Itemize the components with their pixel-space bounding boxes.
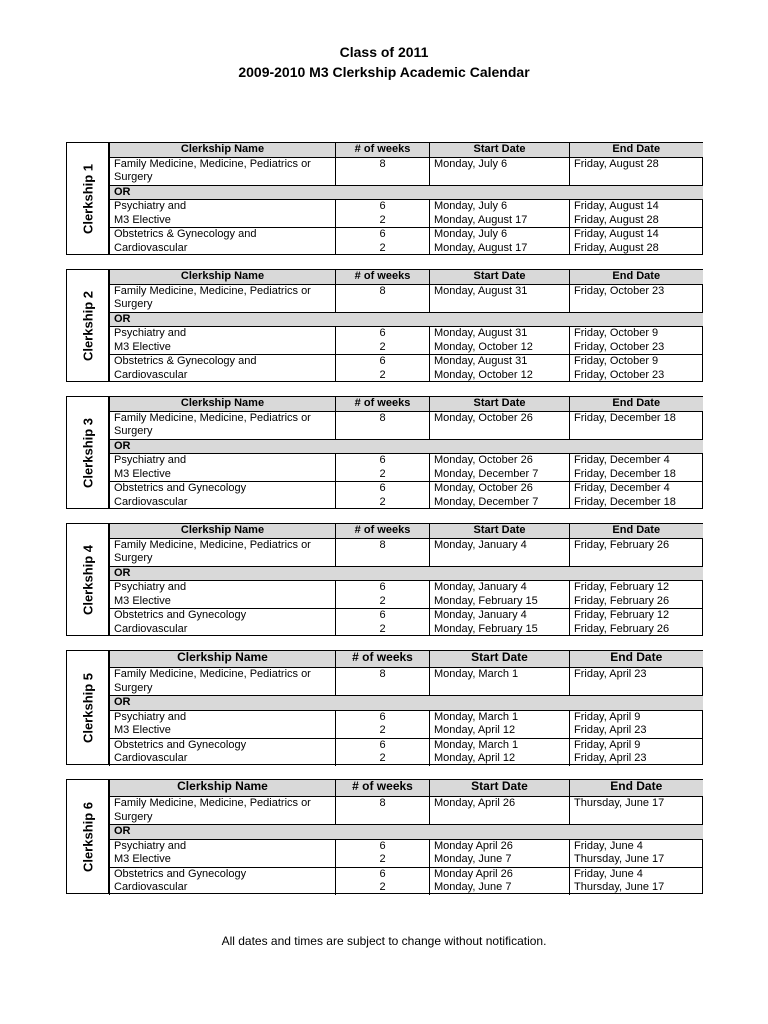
col-header-name: Clerkship Name	[110, 397, 336, 411]
weeks-cell: 6 2	[336, 200, 430, 228]
table-row	[110, 228, 703, 256]
or-row	[110, 825, 703, 840]
col-header-end: End Date	[570, 780, 703, 797]
clerkship-name-cell: Family Medicine, Medicine, Pediatrics or Surgery	[110, 668, 336, 696]
table-row	[110, 668, 703, 696]
clerkship-side-label	[67, 270, 109, 381]
clerkship-side-label	[67, 524, 109, 635]
weeks-cell: 8	[336, 797, 430, 825]
table-row	[110, 200, 703, 228]
clerkship-name-cell: Family Medicine, Medicine, Pediatrics or Surgery	[110, 411, 336, 439]
clerkship-name-cell: Obstetrics & Gynecology and Cardiovascular	[110, 228, 336, 256]
clerkship-block	[66, 396, 703, 509]
clerkship-table	[109, 143, 703, 255]
weeks-cell: 8	[336, 668, 430, 696]
start-date-cell: Monday, August 31 Monday, October 12	[430, 327, 570, 355]
table-row	[110, 867, 703, 895]
weeks-cell: 6 2	[336, 609, 430, 637]
col-header-start: Start Date	[430, 524, 570, 538]
clerkship-block	[66, 523, 703, 636]
weeks-cell: 6 2	[336, 454, 430, 482]
end-date-cell: Thursday, June 17	[570, 797, 703, 825]
weeks-cell: 6 2	[336, 867, 430, 895]
end-date-cell: Friday, August 14 Friday, August 28	[570, 228, 703, 256]
clerkship-label: Clerkship 4	[80, 544, 95, 615]
start-date-cell: Monday, March 1 Monday, April 12	[430, 710, 570, 738]
end-date-cell: Friday, December 18	[570, 411, 703, 439]
or-label: OR	[110, 825, 703, 840]
end-date-cell: Friday, February 12 Friday, February 26	[570, 581, 703, 609]
start-date-cell: Monday, March 1	[430, 668, 570, 696]
col-header-start: Start Date	[430, 270, 570, 284]
col-header-weeks: # of weeks	[336, 780, 430, 797]
clerkship-name-cell: Obstetrics and Gynecology Cardiovascular	[110, 482, 336, 510]
col-header-weeks: # of weeks	[336, 143, 430, 157]
clerkship-label: Clerkship 3	[80, 417, 95, 488]
weeks-cell: 6 2	[336, 581, 430, 609]
col-header-weeks: # of weeks	[336, 397, 430, 411]
col-header-start: Start Date	[430, 397, 570, 411]
end-date-cell: Friday, October 9 Friday, October 23	[570, 355, 703, 383]
clerkship-name-cell: Family Medicine, Medicine, Pediatrics or Surgery	[110, 284, 336, 312]
start-date-cell: Monday, January 4 Monday, February 15	[430, 581, 570, 609]
start-date-cell: Monday, October 26 Monday, December 7	[430, 454, 570, 482]
start-date-cell: Monday, January 4 Monday, February 15	[430, 609, 570, 637]
weeks-cell: 8	[336, 538, 430, 566]
or-label: OR	[110, 185, 703, 200]
weeks-cell: 8	[336, 284, 430, 312]
weeks-cell: 6 2	[336, 482, 430, 510]
table-row	[110, 738, 703, 766]
start-date-cell: Monday, October 26 Monday, December 7	[430, 482, 570, 510]
clerkship-label: Clerkship 6	[80, 801, 95, 872]
or-row	[110, 566, 703, 581]
clerkship-block	[66, 650, 703, 765]
header-row	[110, 780, 703, 797]
clerkship-table	[109, 524, 703, 636]
start-date-cell: Monday, July 6	[430, 157, 570, 185]
clerkship-name-cell: Obstetrics & Gynecology and Cardiovascular	[110, 355, 336, 383]
clerkship-name-cell: Psychiatry and M3 Elective	[110, 327, 336, 355]
clerkship-block	[66, 779, 703, 894]
header-row	[110, 524, 703, 538]
col-header-name: Clerkship Name	[110, 270, 336, 284]
or-row	[110, 696, 703, 711]
clerkship-table	[109, 270, 703, 382]
table-row	[110, 538, 703, 566]
col-header-start: Start Date	[430, 780, 570, 797]
end-date-cell: Friday, December 4 Friday, December 18	[570, 454, 703, 482]
weeks-cell: 6 2	[336, 327, 430, 355]
clerkship-name-cell: Psychiatry and M3 Elective	[110, 200, 336, 228]
col-header-end: End Date	[570, 270, 703, 284]
col-header-end: End Date	[570, 143, 703, 157]
table-row	[110, 839, 703, 867]
col-header-weeks: # of weeks	[336, 651, 430, 668]
end-date-cell: Friday, August 14 Friday, August 28	[570, 200, 703, 228]
table-row	[110, 482, 703, 510]
or-label: OR	[110, 312, 703, 327]
clerkship-table	[109, 651, 703, 766]
clerkship-block	[66, 269, 703, 382]
weeks-cell: 6 2	[336, 355, 430, 383]
weeks-cell: 8	[336, 157, 430, 185]
header-row	[110, 651, 703, 668]
or-label: OR	[110, 696, 703, 711]
col-header-name: Clerkship Name	[110, 780, 336, 797]
start-date-cell: Monday, January 4	[430, 538, 570, 566]
table-row	[110, 581, 703, 609]
start-date-cell: Monday, August 31 Monday, October 12	[430, 355, 570, 383]
end-date-cell: Friday, April 23	[570, 668, 703, 696]
weeks-cell: 6 2	[336, 738, 430, 766]
or-row	[110, 185, 703, 200]
clerkship-name-cell: Psychiatry and M3 Elective	[110, 710, 336, 738]
start-date-cell: Monday, October 26	[430, 411, 570, 439]
end-date-cell: Friday, October 9 Friday, October 23	[570, 327, 703, 355]
clerkship-side-label	[67, 780, 109, 893]
table-row	[110, 327, 703, 355]
clerkship-name-cell: Family Medicine, Medicine, Pediatrics or Surgery	[110, 157, 336, 185]
weeks-cell: 6 2	[336, 228, 430, 256]
header-row	[110, 270, 703, 284]
col-header-name: Clerkship Name	[110, 524, 336, 538]
col-header-name: Clerkship Name	[110, 651, 336, 668]
clerkship-label: Clerkship 2	[80, 290, 95, 361]
table-row	[110, 411, 703, 439]
table-row	[110, 710, 703, 738]
clerkship-name-cell: Psychiatry and M3 Elective	[110, 581, 336, 609]
clerkship-name-cell: Psychiatry and M3 Elective	[110, 839, 336, 867]
col-header-end: End Date	[570, 524, 703, 538]
start-date-cell: Monday, July 6 Monday, August 17	[430, 228, 570, 256]
start-date-cell: Monday April 26 Monday, June 7	[430, 839, 570, 867]
end-date-cell: Friday, April 9 Friday, April 23	[570, 738, 703, 766]
end-date-cell: Friday, June 4 Thursday, June 17	[570, 839, 703, 867]
clerkship-side-label	[67, 397, 109, 508]
table-row	[110, 454, 703, 482]
clerkship-label: Clerkship 1	[80, 163, 95, 234]
weeks-cell: 6 2	[336, 839, 430, 867]
clerkship-name-cell: Obstetrics and Gynecology Cardiovascular	[110, 609, 336, 637]
or-label: OR	[110, 566, 703, 581]
col-header-start: Start Date	[430, 651, 570, 668]
end-date-cell: Friday, June 4 Thursday, June 17	[570, 867, 703, 895]
col-header-weeks: # of weeks	[336, 270, 430, 284]
header-row	[110, 143, 703, 157]
clerkship-block	[66, 142, 703, 255]
clerkship-table	[109, 780, 703, 895]
table-row	[110, 157, 703, 185]
clerkship-name-cell: Obstetrics and Gynecology Cardiovascular	[110, 867, 336, 895]
col-header-end: End Date	[570, 397, 703, 411]
end-date-cell: Friday, April 9 Friday, April 23	[570, 710, 703, 738]
table-row	[110, 609, 703, 637]
table-row	[110, 797, 703, 825]
end-date-cell: Friday, October 23	[570, 284, 703, 312]
col-header-start: Start Date	[430, 143, 570, 157]
class-title: Class of 2011	[339, 44, 429, 60]
start-date-cell: Monday April 26 Monday, June 7	[430, 867, 570, 895]
clerkship-name-cell: Psychiatry and M3 Elective	[110, 454, 336, 482]
weeks-cell: 8	[336, 411, 430, 439]
table-row	[110, 355, 703, 383]
clerkship-name-cell: Obstetrics and Gynecology Cardiovascular	[110, 738, 336, 766]
clerkship-side-label	[67, 651, 109, 764]
start-date-cell: Monday, August 31	[430, 284, 570, 312]
table-row	[110, 284, 703, 312]
end-date-cell: Friday, February 26	[570, 538, 703, 566]
or-label: OR	[110, 439, 703, 454]
start-date-cell: Monday, April 26	[430, 797, 570, 825]
page-title: 2009-2010 M3 Clerkship Academic Calendar	[238, 64, 530, 80]
weeks-cell: 6 2	[336, 710, 430, 738]
col-header-end: End Date	[570, 651, 703, 668]
clerkship-name-cell: Family Medicine, Medicine, Pediatrics or Surgery	[110, 538, 336, 566]
end-date-cell: Friday, August 28	[570, 157, 703, 185]
col-header-name: Clerkship Name	[110, 143, 336, 157]
header-row	[110, 397, 703, 411]
start-date-cell: Monday, March 1 Monday, April 12	[430, 738, 570, 766]
clerkship-side-label	[67, 143, 109, 254]
end-date-cell: Friday, February 12 Friday, February 26	[570, 609, 703, 637]
footer-note: All dates and times are subject to change without notification.	[221, 934, 547, 948]
start-date-cell: Monday, July 6 Monday, August 17	[430, 200, 570, 228]
clerkship-name-cell: Family Medicine, Medicine, Pediatrics or Surgery	[110, 797, 336, 825]
end-date-cell: Friday, December 4 Friday, December 18	[570, 482, 703, 510]
col-header-weeks: # of weeks	[336, 524, 430, 538]
or-row	[110, 312, 703, 327]
clerkship-label: Clerkship 5	[80, 672, 95, 743]
or-row	[110, 439, 703, 454]
clerkship-table	[109, 397, 703, 509]
